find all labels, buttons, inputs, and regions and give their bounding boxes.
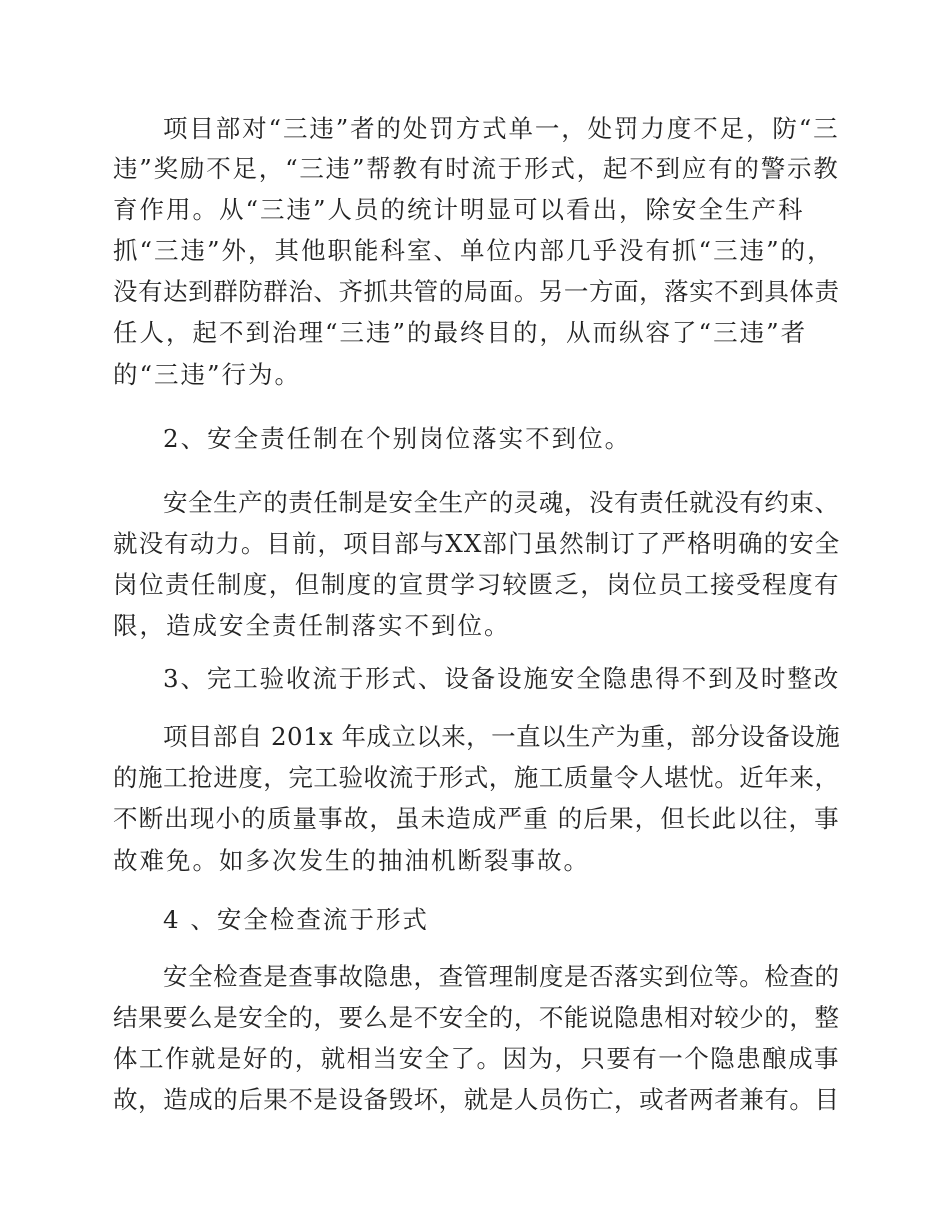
section-heading-3: 3、完工验收流于形式、设备设施安全隐患得不到及时整改 xyxy=(163,664,841,693)
paragraph-2-line-1: 安全生产的责任制是安全生产的灵魂，没有责任就没有约束、 xyxy=(163,488,840,517)
paragraph-1-line-4: 抓“三违”外，其他职能科室、单位内部几乎没有抓“三违”的， xyxy=(113,236,834,265)
paragraph-1-line-1: 项目部对“三违”者的处罚方式单一，处罚力度不足，防“三 xyxy=(163,114,840,143)
paragraph-2-line-3: 岗位责任制度，但制度的宣贯学习较匮乏，岗位员工接受程度有 xyxy=(113,570,840,599)
paragraph-2-line-2: 就没有动力。目前，项目部与XX部门虽然制订了严格明确的安全 xyxy=(113,529,841,558)
paragraph-1-line-3: 育作用。从“三违”人员的统计明显可以看出，除安全生产科 xyxy=(113,195,805,224)
paragraph-3-line-4: 故难免。如多次发生的抽油机断裂事故。 xyxy=(113,846,590,875)
section-heading-2: 2、安全责任制在个别岗位落实不到位。 xyxy=(163,424,632,453)
paragraph-3-line-2: 的施工抢进度，完工验收流于形式，施工质量令人堪忧。近年来， xyxy=(113,763,840,792)
paragraph-1-line-7: 的“三违”行为。 xyxy=(113,360,302,389)
paragraph-4-line-2: 结果要么是安全的，要么是不安全的，不能说隐患相对较少的，整 xyxy=(113,1003,840,1032)
paragraph-3-line-1: 项目部自 201x 年成立以来，一直以生产为重，部分设备设施 xyxy=(163,722,841,751)
paragraph-4-line-1: 安全检查是查事故隐患，查管理制度是否落实到位等。检查的 xyxy=(163,962,840,991)
paragraph-4-line-4: 故，造成的后果不是设备毁坏，就是人员伤亡，或者两者兼有。目 xyxy=(113,1085,840,1114)
paragraph-1-line-5: 没有达到群防群治、齐抓共管的局面。另一方面，落实不到具体责 xyxy=(113,277,840,306)
paragraph-4-line-3: 体工作就是好的，就相当安全了。因为，只要有一个隐患酿成事 xyxy=(113,1044,840,1073)
paragraph-2-line-4: 限，造成安全责任制落实不到位。 xyxy=(113,611,511,640)
paragraph-1-line-6: 任人，起不到治理“三违”的最终目的，从而纵容了“三违”者 xyxy=(113,318,808,347)
paragraph-3-line-3: 不断出现小的质量事故，虽未造成严重 的后果，但长此以往，事 xyxy=(113,804,840,833)
paragraph-1-line-2: 违”奖励不足，“三违”帮教有时流于形式，起不到应有的警示教 xyxy=(113,154,840,183)
section-heading-4: 4 、安全检查流于形式 xyxy=(163,905,429,934)
